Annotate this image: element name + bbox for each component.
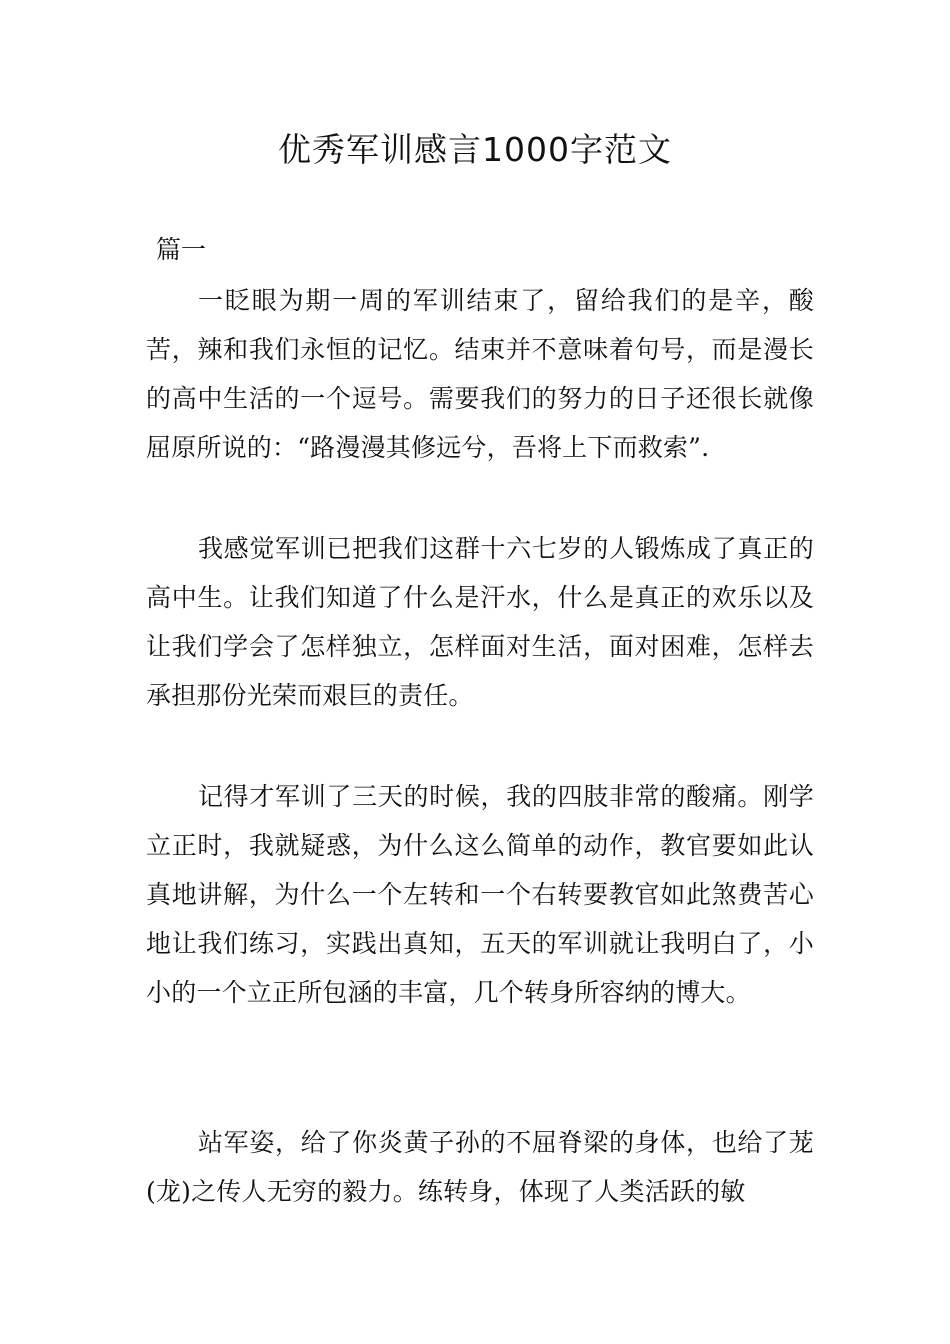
paragraph-2: 我感觉军训已把我们这群十六七岁的人锻炼成了真正的高中生。让我们知道了什么是汗水，什么是真正的欢乐以及让我们学会了怎样独立，怎样面对生活，面对困难，怎样去承担那份光荣而艰巨的责任。 bbox=[146, 534, 814, 710]
document-title: 优秀军训感言1000字范文 bbox=[278, 130, 672, 169]
paragraph-3: 记得才军训了三天的时候，我的四肢非常的酸痛。刚学立正时，我就疑惑，为什么这么简单的动作，教官要如此认真地讲解，为什么一个左转和一个右转要教官如此煞费苦心地让我们练习，实践出真知，五天的军训就让我明白了，小小的一个立正所包涵的丰富，几个转身所容纳的博大。 bbox=[146, 782, 814, 1007]
paragraph-1: 一眨眼为期一周的军训结束了，留给我们的是辛，酸苦，辣和我们永恒的记忆。结束并不意味着句号，而是漫长的高中生活的一个逗号。需要我们的努力的日子还很长就像屈原所说的：“路漫漫其修远兮，吾将上下而救索”. bbox=[146, 286, 814, 462]
section-label: 篇一 bbox=[156, 235, 207, 264]
paragraph-4: 站军姿，给了你炎黄子孙的不屈脊梁的身体，也给了茏(龙)之传人无穷的毅力。练转身，体现了人类活跃的敏 bbox=[146, 1128, 814, 1206]
